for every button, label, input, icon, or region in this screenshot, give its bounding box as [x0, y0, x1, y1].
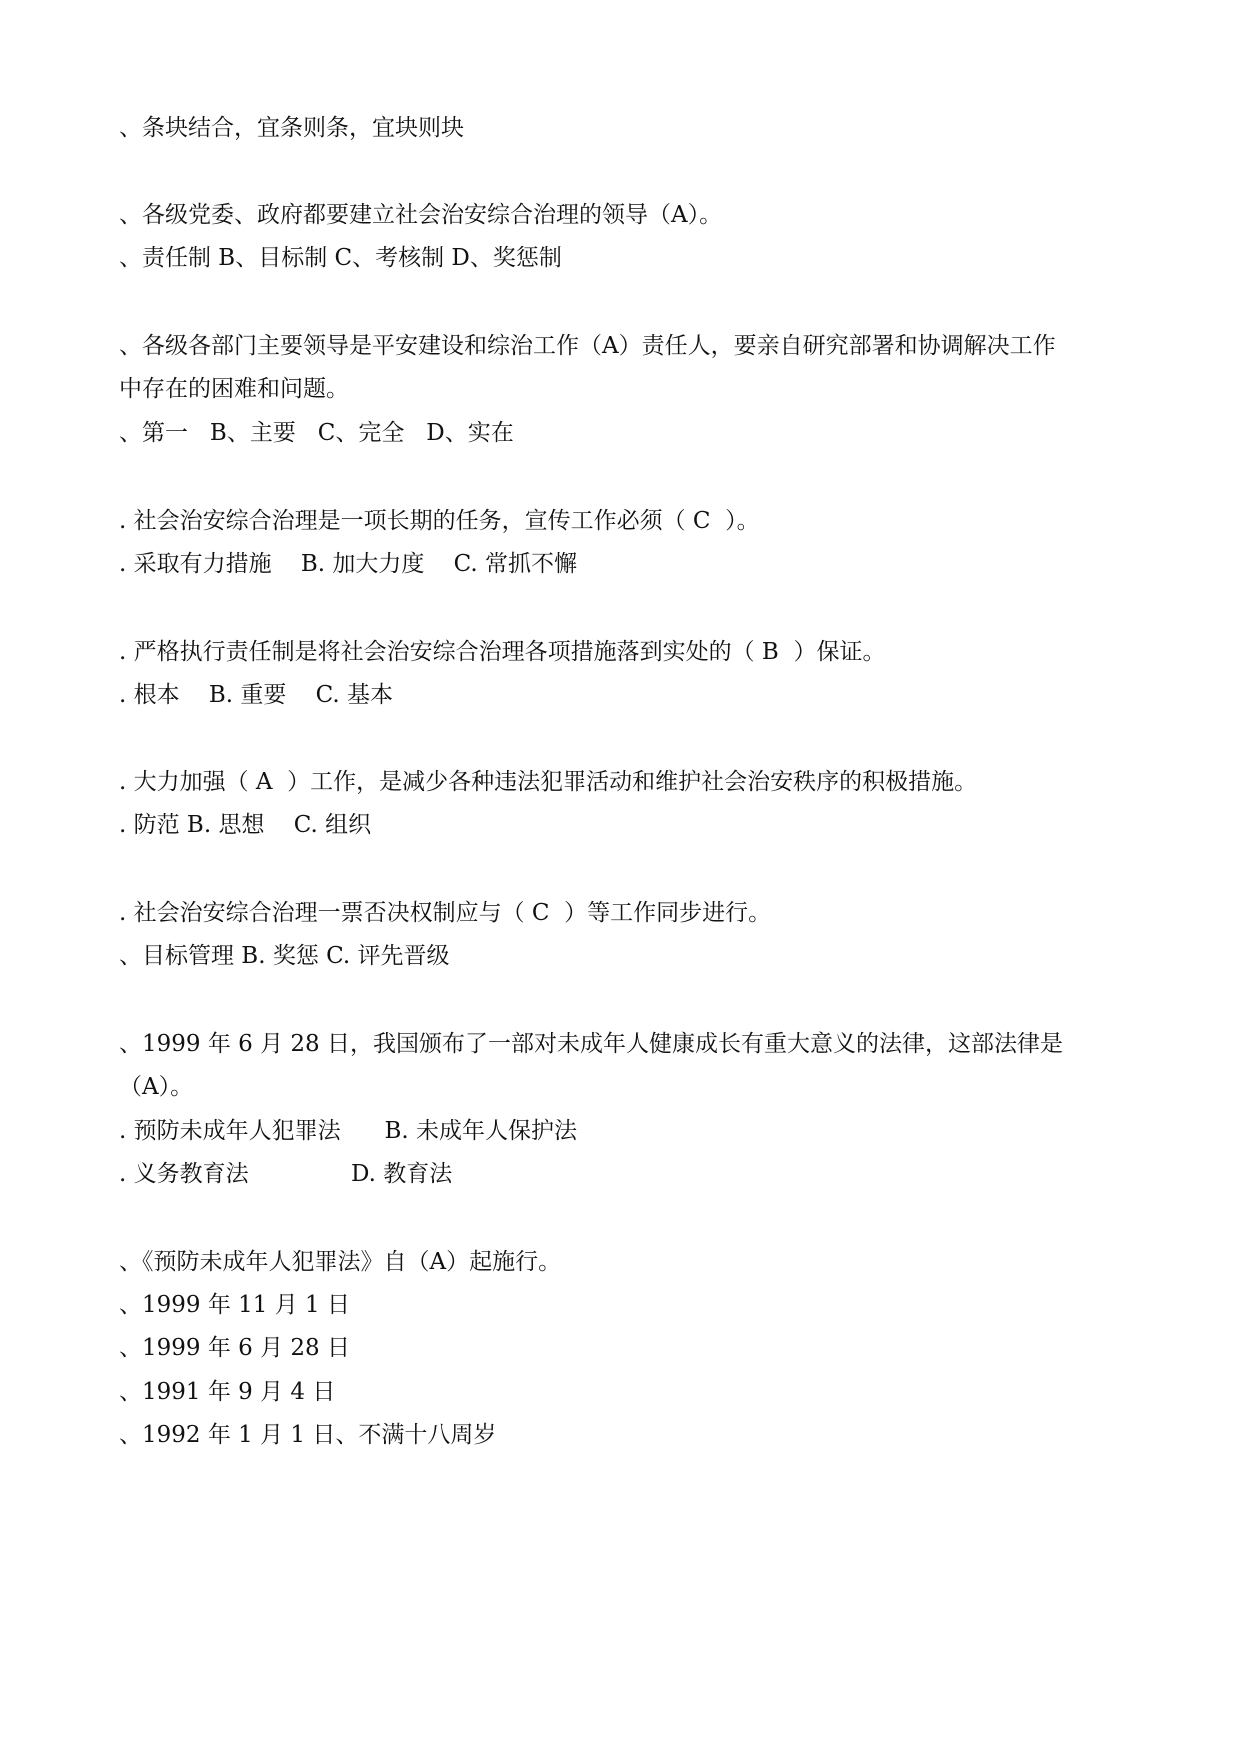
question-line: 、1999 年 6 月 28 日，我国颁布了一部对未成年人健康成长有重大意义的法律，这部法律是: [119, 1031, 1063, 1057]
question-line: . 社会治安综合治理是一项长期的任务，宣传工作必须（ C ）。: [119, 508, 760, 534]
options-line: . 义务教育法 D. 教育法: [119, 1161, 453, 1187]
options-line: 、1999 年 11 月 1 日: [119, 1292, 350, 1318]
options-line: . 采取有力措施 B. 加大力度 C. 常抓不懈: [119, 551, 578, 577]
options-line: 、责任制 B、目标制 C、考核制 D、奖惩制: [119, 245, 562, 271]
options-line: 、第一 B、主要 C、完全 D、实在: [119, 420, 514, 446]
options-line: . 防范 B. 思想 C. 组织: [119, 812, 372, 838]
options-line: . 预防未成年人犯罪法 B. 未成年人保护法: [119, 1118, 578, 1144]
question-line: . 严格执行责任制是将社会治安综合治理各项措施落到实处的（ B ）保证。: [119, 639, 886, 665]
options-line: 、目标管理 B. 奖惩 C. 评先晋级: [119, 943, 450, 969]
question-line: . 大力加强（ A ）工作，是减少各种违法犯罪活动和维护社会治安秩序的积极措施。: [119, 769, 978, 795]
question-line-continued: 中存在的困难和问题。: [119, 376, 349, 402]
question-line-continued: （A）。: [119, 1074, 194, 1100]
options-line: 、1992 年 1 月 1 日、不满十八周岁: [119, 1422, 497, 1448]
question-line: . 社会治安综合治理一票否决权制应与（ C ）等工作同步进行。: [119, 900, 772, 926]
options-line: 、1999 年 6 月 28 日: [119, 1335, 350, 1361]
text-line: 、条块结合，宜条则条，宜块则块: [119, 115, 464, 141]
question-line: 、《预防未成年人犯罪法》自（A）起施行。: [119, 1249, 562, 1275]
options-line: 、1991 年 9 月 4 日: [119, 1379, 336, 1405]
question-line: 、各级党委、政府都要建立社会治安综合治理的领导（A）。: [119, 202, 723, 228]
options-line: . 根本 B. 重要 C. 基本: [119, 682, 394, 708]
question-line: 、各级各部门主要领导是平安建设和综治工作（A）责任人，要亲自研究部署和协调解决工作: [119, 333, 1056, 359]
